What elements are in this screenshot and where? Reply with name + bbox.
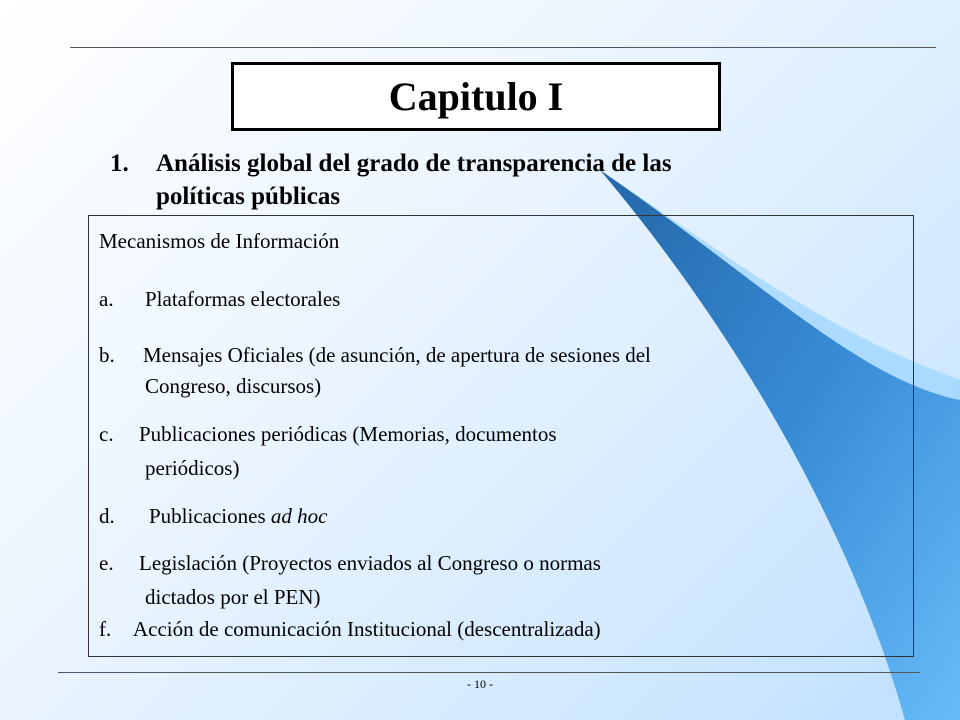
item-c-line-2: periódicos) <box>145 456 240 480</box>
item-d-main: Publicaciones <box>149 504 266 528</box>
item-f-marker: f. <box>99 617 112 641</box>
slide-title-box <box>231 62 721 131</box>
section-heading-line-2: políticas públicas <box>156 183 341 210</box>
page-number: - 10 - <box>467 677 493 691</box>
item-a-text: Plataformas electorales <box>145 287 341 311</box>
slide-title: Capitulo I <box>388 74 564 119</box>
item-d-marker: d. <box>99 504 115 528</box>
box-title: Mecanismos de Información <box>99 229 340 253</box>
item-d-emphasis: ad hoc <box>270 504 328 528</box>
item-f-text: Acción de comunicación Institucional (descentralizada) <box>133 617 601 641</box>
item-d-text <box>149 503 327 529</box>
item-a-marker: a. <box>99 287 114 311</box>
item-b-line-2: Congreso, discursos) <box>145 374 322 398</box>
item-c-line-1: Publicaciones periódicas (Memorias, documentos <box>139 422 557 446</box>
item-e-line-2: dictados por el PEN) <box>145 585 321 609</box>
bottom-divider <box>58 672 920 673</box>
top-divider <box>70 47 936 48</box>
content-box <box>88 215 914 657</box>
item-e-line-1: Legislación (Proyectos enviados al Congreso o normas <box>139 551 601 575</box>
item-b-marker: b. <box>99 343 115 367</box>
section-number: 1. <box>110 150 129 177</box>
section-heading-line-1: Análisis global del grado de transparencia de las <box>156 150 672 177</box>
item-e-marker: e. <box>99 551 114 575</box>
section-heading <box>110 147 890 213</box>
item-b-line-1: Mensajes Oficiales (de asunción, de apertura de sesiones del <box>143 343 651 367</box>
item-c-marker: c. <box>99 422 114 446</box>
